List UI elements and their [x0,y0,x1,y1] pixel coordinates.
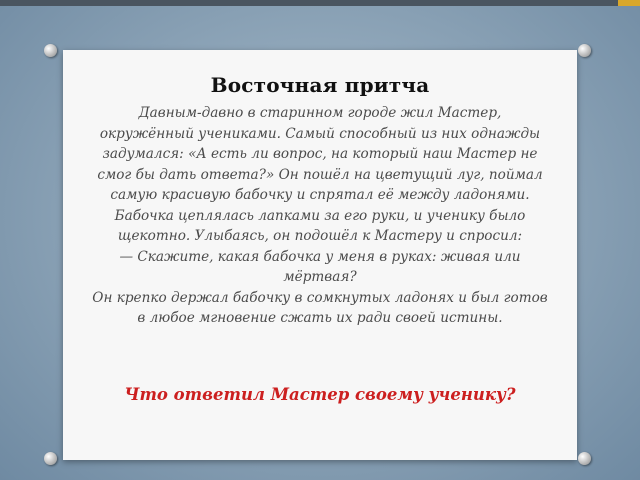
closing-question: Что ответил Мастер своему ученику? [124,385,516,404]
pushpin-icon [44,44,57,57]
parable-paragraph: Давным-давно в старинном городе жил Мастер, окружённый учениками. Самый способный из них однажды задумался: «А есть ли вопрос, на который наш Мастер не смог бы дать ответа?» Он пошёл на цветущий луг, поймал самую красивую бабочку и спрятал её между ладонями. Бабочка цеплялась лапками за его руки, и ученику было щекотно. Улыбаясь, он подошёл к Мастеру и спросил: [97,105,543,244]
pushpin-icon [44,452,57,465]
top-accent [618,0,640,6]
pushpin-icon [578,44,591,57]
parable-paragraph: — Скажите, какая бабочка у меня в руках: живая или мёртвая? [119,248,521,285]
slide-title: Восточная притча [210,73,430,97]
pushpin-icon [578,452,591,465]
top-bar [0,0,640,6]
parable-text [92,103,548,329]
parable-paragraph: Он крепко держал бабочку в сомкнутых ладонях и был готов в любое мгновение сжать их ради своей истины. [92,289,548,326]
